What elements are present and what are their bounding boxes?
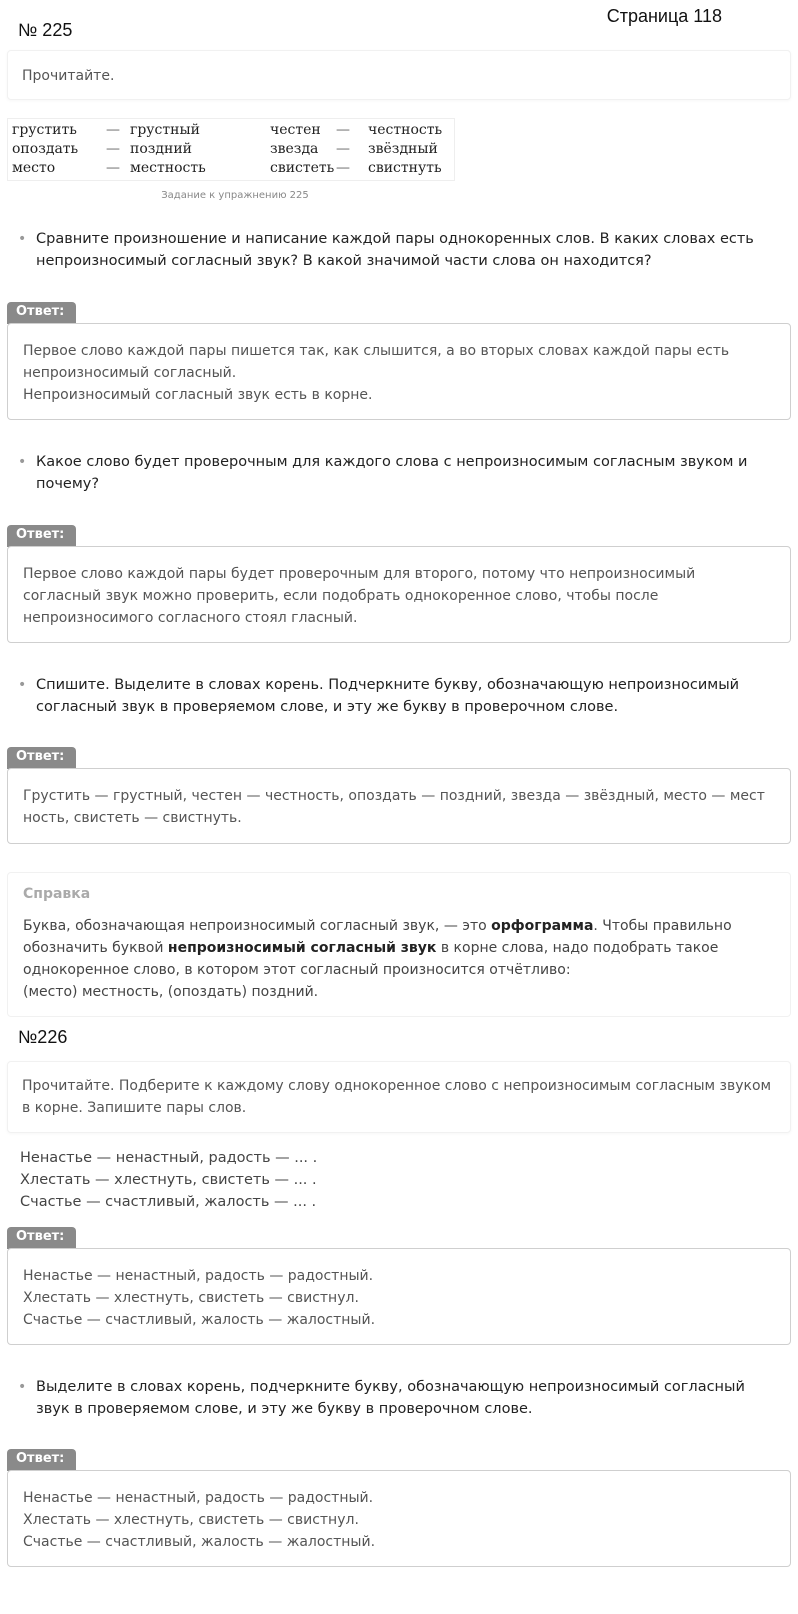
reference-bold: непроизносимый согласный звук xyxy=(167,940,437,956)
table-row xyxy=(12,140,450,159)
word: местность xyxy=(130,160,206,176)
answer-line: согласный звук можно проверить, если подобрать однокоренное слово, чтобы после xyxy=(23,588,659,604)
task-text: Прочитайте. xyxy=(22,68,115,84)
answer-label: Ответ: xyxy=(7,1227,76,1249)
reference-text: Буква, обозначающая непроизносимый согласный звук, — это xyxy=(23,918,492,934)
answer-box-3 xyxy=(7,768,791,844)
reference-line: однокоренное слово, в котором этот согласный произносится отчётливо: xyxy=(23,962,571,978)
word: поздний xyxy=(130,141,193,157)
dash: — xyxy=(106,122,120,138)
dash: — xyxy=(106,160,120,176)
answer-box-1 xyxy=(7,323,791,420)
question-text: Сравните произношение и написание каждой пары однокоренных слов. В каких словах есть непроизносимый согласный звук? В какой значимой части слова он находится? xyxy=(36,231,754,269)
answer-line: Первое слово каждой пары будет проверочным для второго, потому что непроизносимый xyxy=(23,566,696,582)
answer-line: непроизносимый согласный. xyxy=(23,365,237,381)
answer-label: Ответ: xyxy=(7,302,76,324)
bullet-icon: • xyxy=(18,1379,27,1395)
answer-label: Ответ: xyxy=(7,1449,76,1471)
question-text: Выделите в словах корень, подчеркните букву, обозначающую непроизносимый согласный звук в проверяемом слове, и эту же букву в проверочном слове. xyxy=(36,1379,745,1417)
question-3 xyxy=(18,674,758,718)
answer-line: Ненастье — ненастный, радость — радостный. xyxy=(23,1268,374,1284)
answer-line: Первое слово каждой пары пишется так, как слышится, а во вторых словах каждой пары есть xyxy=(23,343,730,359)
exercise-word-table xyxy=(7,118,455,181)
word: опоздать xyxy=(12,141,79,157)
answer-line: ность, свистеть — свистнуть. xyxy=(23,810,242,826)
question-4 xyxy=(18,1376,758,1420)
list-item: Хлестать — хлестнуть, свистеть — ... . xyxy=(20,1172,317,1188)
table-caption: Задание к упражнению 225 xyxy=(161,190,309,201)
dash: — xyxy=(336,122,350,138)
word: честен xyxy=(270,122,321,138)
reference-line: (место) местность, (опоздать) поздний. xyxy=(23,984,319,1000)
answer-label: Ответ: xyxy=(7,525,76,547)
reference-title: Справка xyxy=(23,886,91,902)
bullet-icon: • xyxy=(18,677,27,693)
word: звёздный xyxy=(368,141,438,157)
task-card xyxy=(7,1061,791,1133)
word: звезда xyxy=(270,141,319,157)
task-card xyxy=(7,50,791,100)
answer-line: Хлестать — хлестнуть, свистеть — свистнул. xyxy=(23,1290,359,1306)
question-2 xyxy=(18,451,758,495)
word: свистеть xyxy=(270,160,335,176)
list-item: Счастье — счастливый, жалость — ... . xyxy=(20,1194,317,1210)
table-row xyxy=(12,159,450,178)
list-item: Ненастье — ненастный, радость — ... . xyxy=(20,1150,318,1166)
answer-line: Счастье — счастливый, жалость — жалостный. xyxy=(23,1312,376,1328)
reference-text: обозначить буквой xyxy=(23,940,168,956)
word: свистнуть xyxy=(368,160,442,176)
answer-line: Счастье — счастливый, жалость — жалостный. xyxy=(23,1534,376,1550)
task-text: Прочитайте. Подберите к каждому слову однокоренное слово с непроизносимым согласным звуком в корне. Запишите пары слов. xyxy=(22,1078,772,1116)
reference-text: . Чтобы правильно xyxy=(593,918,732,934)
reference-line xyxy=(23,937,775,959)
word: грустный xyxy=(130,122,200,138)
reference-text: в корне слова, надо подобрать такое xyxy=(436,940,719,956)
question-text: Какое слово будет проверочным для каждого слова с непроизносимым согласным звуком и почему? xyxy=(36,454,748,492)
reference-bold: орфограмма xyxy=(491,918,594,934)
answer-line: непроизносимого согласного стоял гласный. xyxy=(23,610,358,626)
answer-line: Ненастье — ненастный, радость — радостный. xyxy=(23,1490,374,1506)
dash: — xyxy=(336,160,350,176)
page-number: Страница 118 xyxy=(606,6,722,26)
answer-box-4 xyxy=(7,1248,791,1345)
answer-line: Хлестать — хлестнуть, свистеть — свистнул. xyxy=(23,1512,359,1528)
word: место xyxy=(12,160,56,176)
reference-line xyxy=(23,915,775,937)
exercise-number-225: № 225 xyxy=(18,20,73,40)
answer-box-2 xyxy=(7,546,791,643)
table-row xyxy=(12,121,450,140)
answer-line: Непроизносимый согласный звук есть в корне. xyxy=(23,387,373,403)
reference-card xyxy=(7,872,791,1017)
word: честность xyxy=(368,122,443,138)
question-text: Спишите. Выделите в словах корень. Подчеркните букву, обозначающую непроизносимый согласный звук в проверяемом слове, и эту же букву в проверочном слове. xyxy=(36,677,740,715)
answer-label: Ответ: xyxy=(7,747,76,769)
answer-box-5 xyxy=(7,1470,791,1567)
word: грустить xyxy=(12,122,77,138)
answer-line: Грустить — грустный, честен — честность, опоздать — поздний, звезда — звёздный, место — мест xyxy=(23,788,765,804)
bullet-icon: • xyxy=(18,454,27,470)
bullet-icon: • xyxy=(18,231,27,247)
exercise-number-226: №226 xyxy=(18,1027,68,1047)
question-1 xyxy=(18,228,758,272)
dash: — xyxy=(336,141,350,157)
dash: — xyxy=(106,141,120,157)
word-list xyxy=(20,1147,317,1213)
